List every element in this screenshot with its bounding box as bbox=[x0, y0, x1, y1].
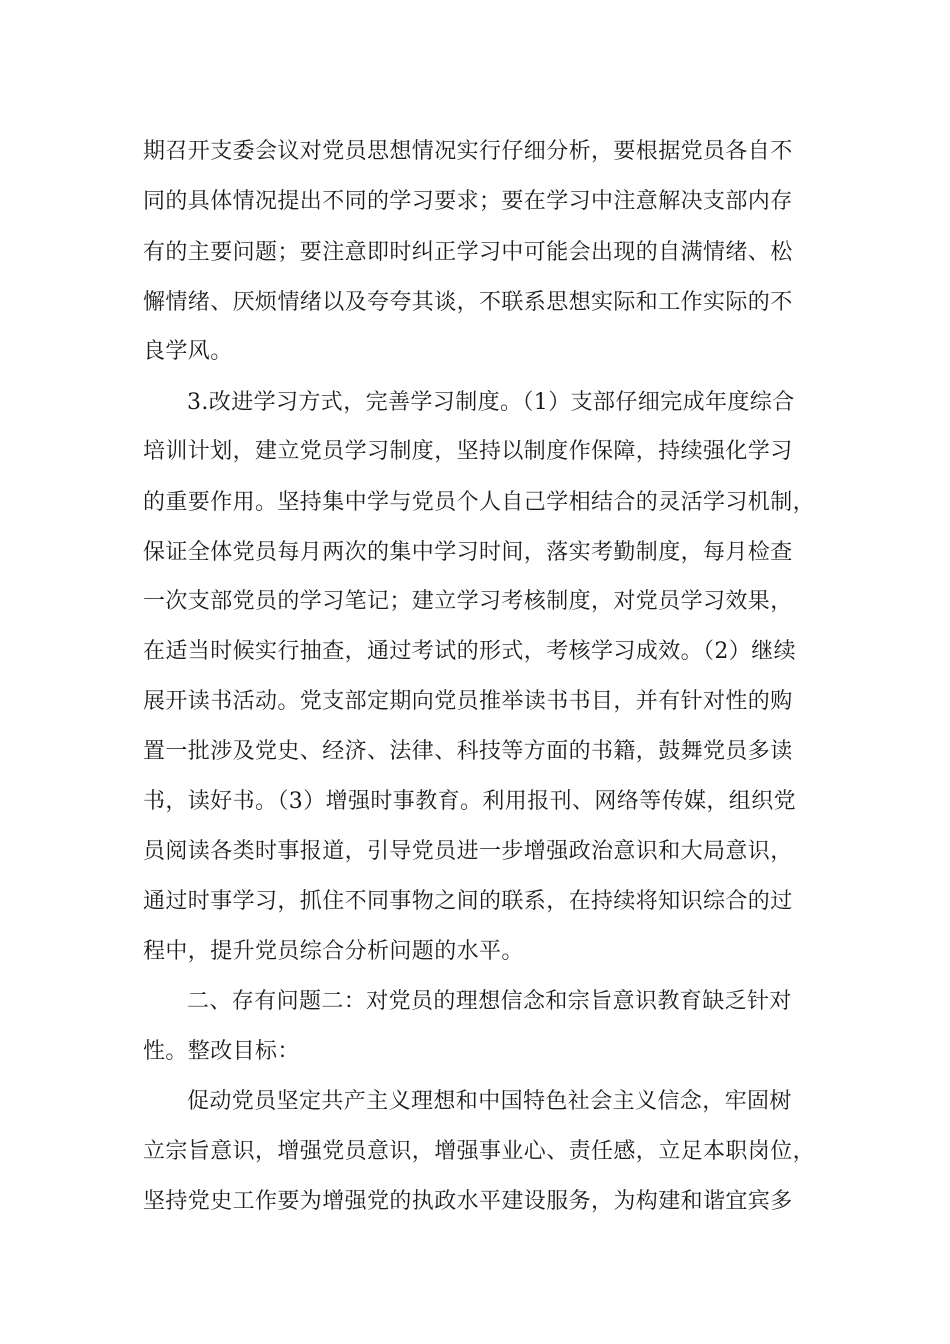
section-heading-line: 性。整改目标： bbox=[143, 1039, 300, 1064]
text-line: 期召开支委会议对党员思想情况实行仔细分析，要根据党员各自不 bbox=[143, 139, 793, 164]
text-line: 的重要作用。坚持集中学与党员个人自己学相结合的灵活学习机制， bbox=[143, 490, 816, 515]
text-line: 在适当时候实行抽查，通过考试的形式，考核学习成效。（2）继续 bbox=[143, 639, 796, 664]
text-line: 3.改进学习方式，完善学习制度。（1）支部仔细完成年度综合 bbox=[187, 390, 795, 415]
text-line: 程中，提升党员综合分析问题的水平。 bbox=[143, 939, 524, 964]
text-line: 立宗旨意识，增强党员意识，增强事业心、责任感，立足本职岗位， bbox=[143, 1139, 816, 1164]
text-line: 良学风。 bbox=[143, 339, 233, 364]
text-line: 展开读书活动。党支部定期向党员推举读书书目，并有针对性的购 bbox=[143, 689, 793, 714]
text-line: 促动党员坚定共产主义理想和中国特色社会主义信念，牢固树 bbox=[187, 1089, 792, 1114]
text-line: 坚持党史工作要为增强党的执政水平建设服务，为构建和谐宜宾多 bbox=[143, 1189, 793, 1214]
text-line: 员阅读各类时事报道，引导党员进一步增强政治意识和大局意识， bbox=[143, 839, 793, 864]
text-line: 培训计划，建立党员学习制度，坚持以制度作保障，持续强化学习 bbox=[143, 439, 793, 464]
text-line: 书，读好书。（3）增强时事教育。利用报刊、网络等传媒，组织党 bbox=[143, 789, 796, 814]
text-line: 通过时事学习，抓住不同事物之间的联系，在持续将知识综合的过 bbox=[143, 889, 793, 914]
text-line: 保证全体党员每月两次的集中学习时间，落实考勤制度，每月检查 bbox=[143, 540, 793, 565]
text-line: 同的具体情况提出不同的学习要求；要在学习中注意解决支部内存 bbox=[143, 189, 793, 214]
text-line: 置一批涉及党史、经济、法律、科技等方面的书籍，鼓舞党员多读 bbox=[143, 739, 793, 764]
section-heading-line: 二、存有问题二：对党员的理想信念和宗旨意识教育缺乏针对 bbox=[187, 989, 792, 1014]
text-line: 有的主要问题；要注意即时纠正学习中可能会出现的自满情绪、松 bbox=[143, 240, 793, 265]
text-line: 懈情绪、厌烦情绪以及夸夸其谈，不联系思想实际和工作实际的不 bbox=[143, 290, 793, 315]
text-line: 一次支部党员的学习笔记；建立学习考核制度，对党员学习效果， bbox=[143, 589, 793, 614]
